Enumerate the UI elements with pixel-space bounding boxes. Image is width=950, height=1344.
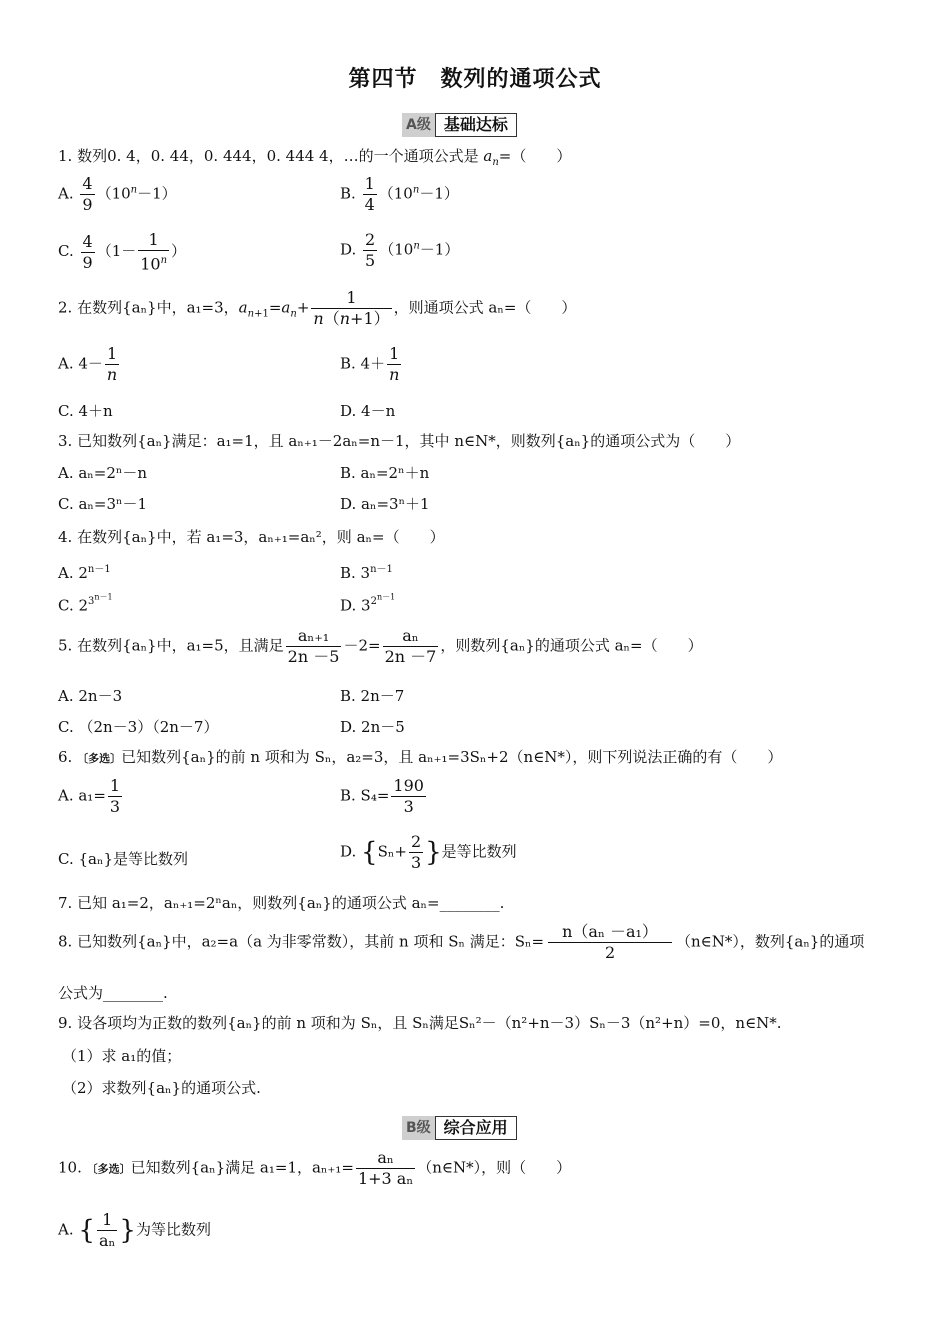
question-8-stem: 8. 已知数列{aₙ}中，a₂=a（a 为非零常数），其前 n 项和 Sₙ 满足：Sₙ= $\frac{\text{n（aₙ －a₁）}}{2}$ （n∈N*），数列{aₙ}的通项 — [58, 922, 865, 962]
q2-option-a: A. 4－ $\frac{1}{n}$ — [58, 344, 118, 384]
level-a-badge — [402, 112, 517, 138]
q3-option-d: D. aₙ=3ⁿ＋1 — [340, 495, 430, 513]
question-7-stem: 7. 已知 a₁=2，aₙ₊₁=2ⁿaₙ，则数列{aₙ}的通项公式 aₙ=________. — [58, 894, 505, 912]
q2-option-c: C. 4＋n — [58, 402, 113, 420]
q4-option-b: B. $3^{n-1}$ — [340, 564, 393, 582]
q5-option-a: A. 2n－3 — [58, 687, 123, 705]
q1-option-d: D. $\frac{2}{5}$ $(10^n-1)$ — [340, 230, 460, 270]
q9-part-1: （1）求 a₁的值； — [62, 1047, 182, 1065]
q6-option-d: D. {Sₙ+ $\frac{2}{3}$ }是等比数列 — [340, 832, 517, 872]
question-10-stem: 10. 〔多选〕已知数列{aₙ}满足 a₁=1，aₙ₊₁= $\frac{\text{aₙ}}{\text{1+3 aₙ}}$ （n∈N*），则（ ） — [58, 1148, 572, 1188]
q6-option-b: B. S₄= $\frac{190}{3}$ — [340, 776, 424, 816]
level-name: 基础达标 — [435, 113, 517, 137]
q3-option-a: A. aₙ=2ⁿ－n — [58, 464, 148, 482]
q9-part-2: （2）求数列{aₙ}的通项公式. — [62, 1079, 261, 1097]
q5-option-b: B. 2n－7 — [340, 687, 405, 705]
q4-option-c: C. $2^{3^{n-1}}$ — [58, 593, 113, 615]
q6-option-a: A. a₁= $\frac{1}{3}$ — [58, 776, 121, 816]
level-b-badge — [402, 1115, 517, 1141]
question-4-stem: 4. 在数列{aₙ}中，若 a₁=3，aₙ₊₁=aₙ²，则 aₙ=（ ） — [58, 528, 445, 546]
question-9-stem: 9. 设各项均为正数的数列{aₙ}的前 n 项和为 Sₙ，且 Sₙ满足Sₙ²－（n²+n－3）Sₙ－3（n²+n）=0，n∈N*. — [58, 1014, 782, 1032]
q1-option-b: B. $\frac{1}{4}$ $(10^n-1)$ — [340, 174, 459, 214]
question-6-stem: 6. 〔多选〕已知数列{aₙ}的前 n 项和为 Sₙ，a₂=3，且 aₙ₊₁=3Sₙ+2（n∈N*），则下列说法正确的有（ ） — [58, 748, 783, 766]
question-8-line2: 公式为________. — [58, 984, 168, 1002]
q3-option-b: B. aₙ=2ⁿ＋n — [340, 464, 430, 482]
page-title: 第四节 数列的通项公式 — [348, 67, 602, 92]
question-3-stem: 3. 已知数列{aₙ}满足：a₁=1，且 aₙ₊₁－2aₙ=n－1，其中 n∈N*，则数列{aₙ}的通项公式为（ ） — [58, 432, 741, 450]
level-tag: A级 — [402, 113, 435, 137]
q4-option-a: A. $2^{n-1}$ — [58, 564, 111, 582]
q5-option-d: D. 2n－5 — [340, 718, 405, 736]
q2-option-b: B. 4＋ $\frac{1}{n}$ — [340, 344, 400, 384]
q1-option-c: C. $\frac{4}{9}$ （1－ $\frac{1}{10^n}$ ） — [58, 230, 187, 274]
q6-option-c: C. {aₙ}是等比数列 — [58, 850, 188, 868]
level-name: 综合应用 — [435, 1116, 517, 1140]
q5-option-c: C. （2n－3）（2n－7） — [58, 718, 219, 736]
q1-option-a: A. $\frac{4}{9}$ $(10^n-1)$ — [58, 174, 177, 214]
q3-option-c: C. aₙ=3ⁿ－1 — [58, 495, 148, 513]
level-tag: B级 — [402, 1116, 435, 1140]
q2-option-d: D. 4－n — [340, 402, 396, 420]
question-1-stem: 1. 数列0. 4，0. 44，0. 444，0. 444 4，…的一个通项公式是 $a_n=$（ ） — [58, 147, 572, 168]
question-2-stem: 2. 在数列{aₙ}中，a₁=3，$a_{n+1}=a_n+$ $\frac{1}{n(n+1)}$ ，则通项公式 aₙ=（ ） — [58, 288, 577, 328]
q4-option-d: D. $3^{2^{n-1}}$ — [340, 593, 396, 615]
question-5-stem: 5. 在数列{aₙ}中，a₁=5，且满足 $\frac{\text{aₙ₊₁}}{2n -5}$ －2= $\frac{\text{aₙ}}{2n -7}$ ，则数列{aₙ}的通项公式 aₙ=（ ） — [58, 626, 703, 666]
q10-option-a: A. { $\frac{1}{\text{aₙ}}$ }为等比数列 — [58, 1210, 211, 1250]
